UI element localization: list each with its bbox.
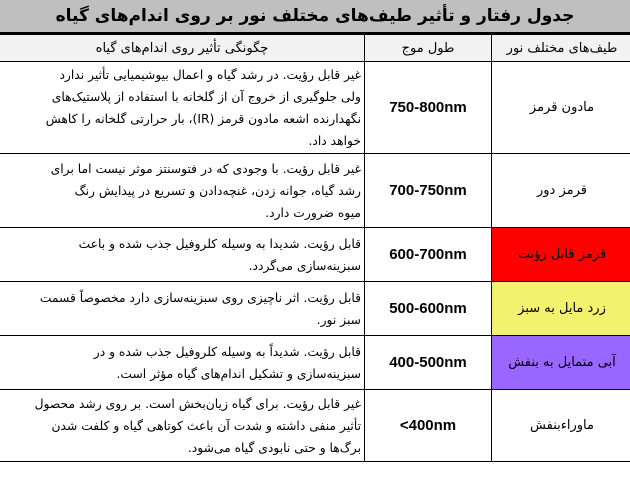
wavelength-cell: 400-500nm [365, 336, 492, 390]
effect-line: قابل رؤیت. شدیداً به وسیله کلروفیل جذب شده و در [93, 344, 361, 359]
spectrum-name-cell: مادون قرمز [492, 62, 630, 154]
header-effect: چگونگی تأثیر روی اندام‌های گیاه [0, 35, 365, 62]
wavelength-cell: <400nm [365, 390, 492, 462]
spectrum-name-cell: آبی متمایل به بنفش [492, 336, 630, 390]
header-wavelength: طول موج [365, 35, 492, 62]
table-row [0, 154, 630, 228]
table-row [0, 282, 630, 336]
effect-line: قابل رؤیت. شدیدا به وسیله کلروفیل جذب شده و باعث [78, 236, 361, 251]
table-title: جدول رفتار و تأثیر طیف‌های مختلف نور بر روی اندام‌های گیاه [0, 0, 630, 34]
spectrum-name-cell: قرمز دور [492, 154, 630, 228]
effect-cell [0, 62, 365, 154]
table-row [0, 336, 630, 390]
wavelength-cell: 600-700nm [365, 228, 492, 282]
table-row [0, 390, 630, 462]
effect-line: غیر قابل رؤیت. با وجودی که در فتوسنتز موثر نیست اما برای [50, 161, 361, 176]
effect-line: تأثیر منفی داشته و شدت آن باعث کوتاهی گیاه و کلفت شدن [51, 418, 361, 433]
wavelength-cell: 500-600nm [365, 282, 492, 336]
effect-line: قابل رؤیت. اثر ناچیزی روی سبزینه‌سازی دارد مخصوصاً قسمت [39, 290, 361, 305]
effect-line: رشد گیاه، جوانه زدن، غنچه‌دادن و تسریع در پیدایش رنگ [74, 183, 361, 198]
header-row [0, 35, 630, 62]
effect-line: نگهدارنده اشعه مادون قرمز (IR)، بار حرارتی گلخانه را کاهش [45, 111, 361, 126]
effect-line: سبزینه‌سازی و تشکیل اندام‌های گیاه مؤثر است. [116, 366, 361, 381]
effect-cell [0, 228, 365, 282]
effect-cell [0, 282, 365, 336]
header-spectrum-name: طیف‌های مختلف نور [492, 35, 630, 62]
effect-cell [0, 336, 365, 390]
effect-cell [0, 390, 365, 462]
effect-line: سبز نور. [316, 312, 361, 327]
spectrum-name-cell: قرمز قابل رؤیت [492, 228, 630, 282]
table-row [0, 228, 630, 282]
effect-line: برگ‌ها و حتی نابودی گیاه می‌شود. [187, 440, 361, 455]
effect-line: میوه ضرورت دارد. [265, 205, 361, 220]
spectrum-name-cell: زرد مایل به سبز [492, 282, 630, 336]
spectrum-name-cell: ماورا‌ءبنفش [492, 390, 630, 462]
effect-line: خواهد داد. [308, 133, 361, 148]
table-row [0, 62, 630, 154]
effect-cell [0, 154, 365, 228]
effect-line: ولی جلوگیری از خروج آن از گلخانه با استفاده از پلاستیک‌های [51, 89, 361, 104]
effect-line: غیر قابل رؤیت. برای گیاه زیان‌بخش است. بر روی رشد محصول [34, 396, 361, 411]
wavelength-cell: 750-800nm [365, 62, 492, 154]
wavelength-cell: 700-750nm [365, 154, 492, 228]
light-spectrum-table [0, 34, 630, 462]
effect-line: سبزینه‌سازی می‌گردد. [248, 258, 361, 273]
effect-line: غیر قابل رؤیت. در رشد گیاه و اعمال بیوشیمیایی تأثیر ندارد [59, 67, 361, 82]
